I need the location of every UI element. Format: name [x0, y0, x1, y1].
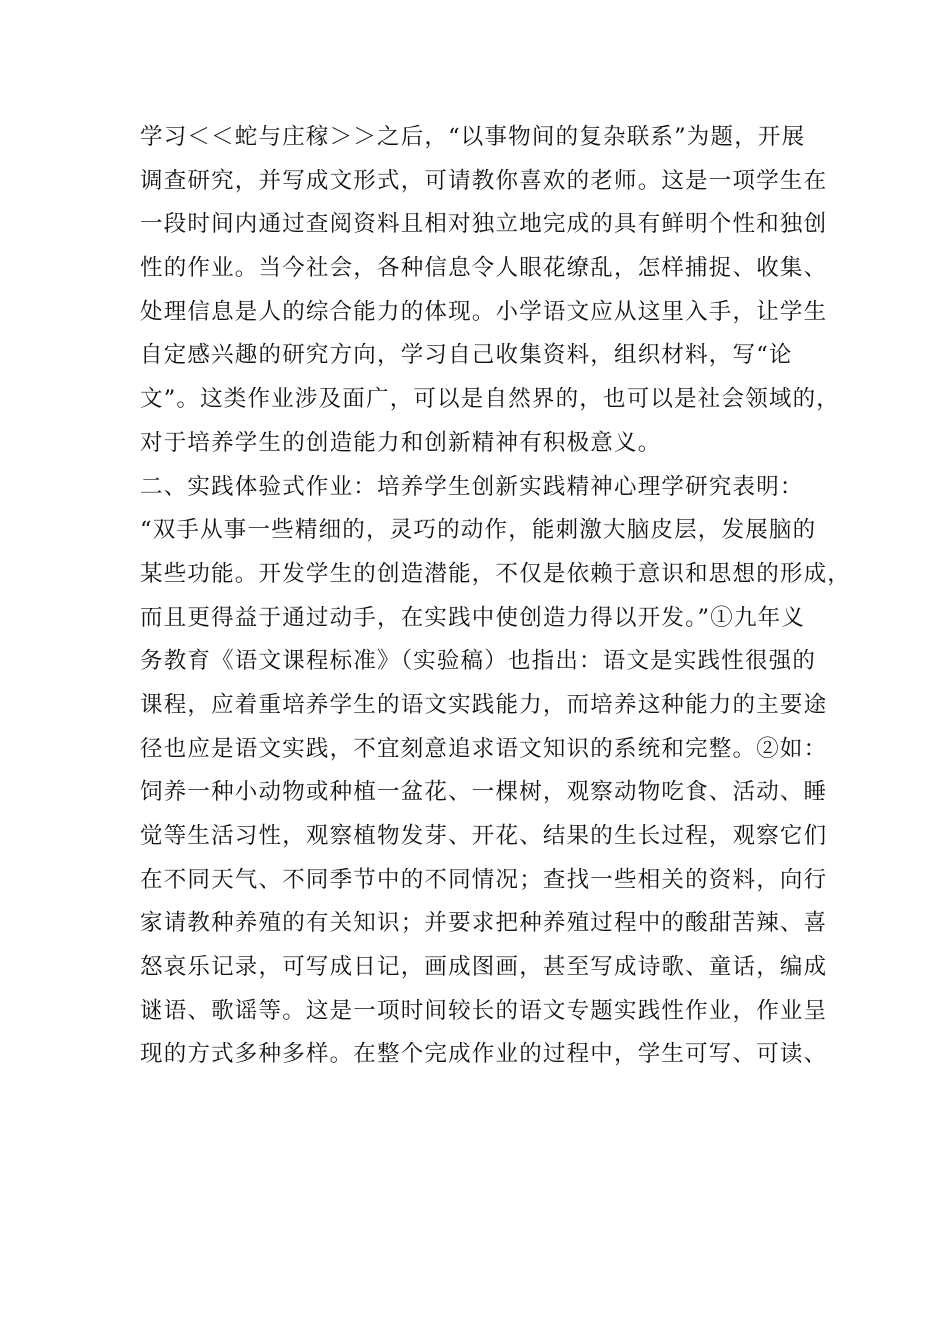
text-line: 现的方式多种多样。在整个完成作业的过程中，学生可写、可读、: [140, 1041, 828, 1068]
text-line: 家请教种养殖的有关知识；并要求把种养殖过程中的酸甜苦辣、喜: [140, 910, 828, 937]
body-text: [140, 116, 852, 1077]
text-line: 文”。这类作业涉及面广，可以是自然界的，也可以是社会领域的，: [140, 386, 841, 413]
text-line: 调查研究，并写成文形式，可请教你喜欢的老师。这是一项学生在: [140, 167, 828, 194]
text-line: 谜语、歌谣等。这是一项时间较长的语文专题实践性作业，作业呈: [140, 997, 828, 1024]
text-line: 饲养一种小动物或种植一盆花、一棵树，观察动物吃食、活动、睡: [140, 779, 828, 806]
text-line: 一段时间内通过查阅资料且相对独立地完成的具有鲜明个性和独创: [140, 211, 828, 238]
text-line: 某些功能。开发学生的创造潜能，不仅是依赖于意识和思想的形成，: [140, 560, 852, 587]
text-line: 学习＜＜蛇与庄稼＞＞之后，“以事物间的复杂联系”为题，开展: [140, 124, 806, 150]
text-line: 径也应是语文实践，不宜刻意追求语文知识的系统和完整。②如：: [140, 735, 828, 762]
text-line: 对于培养学生的创造能力和创新精神有积极意义。: [140, 429, 662, 456]
text-line: 怒哀乐记录，可写成日记，画成图画，甚至写成诗歌、童话，编成: [140, 954, 828, 981]
text-line: 自定感兴趣的研究方向，学习自己收集资料，组织材料，写“论: [140, 342, 793, 369]
text-line: 觉等生活习性，观察植物发芽、开花、结果的生长过程，观察它们: [140, 823, 828, 849]
text-line: 处理信息是人的综合能力的体现。小学语文应从这里入手，让学生: [140, 298, 828, 325]
section-heading-line: 二、实践体验式作业：培养学生创新实践精神心理学研究表明：: [140, 473, 804, 500]
text-line: 务教育《语文课程标准》（实验稿）也指出：语文是实践性很强的: [140, 648, 817, 675]
text-line: 在不同天气、不同季节中的不同情况；查找一些相关的资料，向行: [140, 866, 828, 893]
text-line: “双手从事一些精细的，灵巧的动作，能刺激大脑皮层，发展脑的: [140, 517, 817, 544]
text-line: 而且更得益于通过动手，在实践中使创造力得以开发。”①九年义: [140, 604, 806, 631]
text-line: 性的作业。当今社会，各种信息令人眼花缭乱，怎样捕捉、收集、: [140, 255, 828, 282]
text-line: 课程，应着重培养学生的语文实践能力，而培养这种能力的主要途: [140, 691, 828, 718]
